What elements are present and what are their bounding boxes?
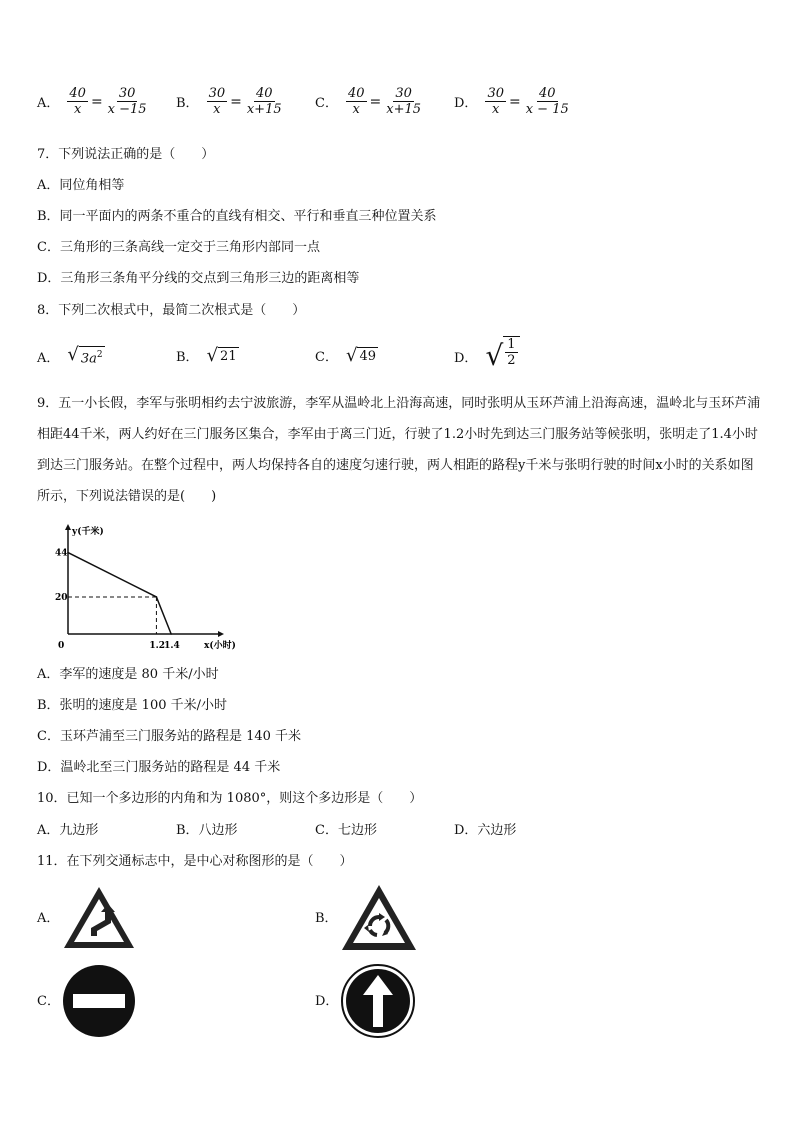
- equals-sign: =: [369, 93, 382, 110]
- x-tick-label: 1.4: [164, 641, 180, 651]
- distance-line: [68, 553, 171, 634]
- equals-sign: =: [90, 93, 103, 110]
- option-label: B．: [176, 350, 199, 365]
- data-point: [156, 596, 158, 598]
- sqrt-expression: √ $3a^2$: [67, 344, 103, 367]
- fraction-left: $\frac{40}{x}$: [69, 86, 86, 117]
- q7-option-c: C．三角形的三条高线一定交于三角形内部同一点: [37, 240, 320, 255]
- y-axis-arrow: [65, 524, 71, 530]
- q10-option-b: B．八边形: [176, 823, 238, 838]
- q8-option-a: [37, 346, 105, 367]
- y-tick-label: 20: [55, 592, 68, 603]
- option-label: C．: [315, 350, 338, 365]
- sqrt-expression: √ 21: [206, 344, 237, 366]
- double-bend-warning-sign-icon: [61, 884, 137, 952]
- distance-time-chart: [48, 522, 236, 651]
- option-label: D．: [454, 96, 478, 111]
- x-axis-arrow: [218, 631, 224, 637]
- fraction-left: $\frac{40}{x}$: [347, 86, 365, 117]
- q11-option-a-label: A．: [37, 911, 60, 926]
- q9-option-c: C．玉环芦浦至三门服务站的路程是 140 千米: [37, 729, 302, 744]
- q7-option-a: A．同位角相等: [37, 178, 125, 193]
- option-label: A．: [37, 351, 60, 367]
- q8-stem: 8．下列二次根式中，最简二次根式是（ ）: [37, 303, 306, 318]
- q8-option-c: [315, 346, 378, 365]
- roundabout-warning-sign-icon: [339, 882, 419, 954]
- q7-option-b: B．同一平面内的两条不重合的直线有相交、平行和垂直三种位置关系: [37, 209, 437, 224]
- q8-option-d: [454, 336, 520, 376]
- q7-stem: 7．下列说法正确的是（ ）: [37, 147, 215, 162]
- q9-option-d: D．温岭北至三门服务站的路程是 44 千米: [37, 760, 281, 775]
- x-tick-label: 1.2: [149, 641, 166, 651]
- q11-stem: 11．在下列交通标志中，是中心对称图形的是（ ）: [37, 854, 353, 869]
- sqrt-expression: √ 49: [345, 344, 376, 366]
- q10-option-a: A．九边形: [37, 823, 99, 838]
- q7-option-d: D．三角形三条角平分线的交点到三角形三边的距离相等: [37, 271, 360, 286]
- q10-option-d: D．六边形: [454, 823, 517, 838]
- q6-option-a: [37, 86, 149, 117]
- q11-option-c-label: C．: [37, 994, 60, 1009]
- q8-option-b: [176, 346, 239, 365]
- q6-option-c: [315, 86, 423, 117]
- data-point: [170, 633, 172, 635]
- fraction-left: $\frac{30}{x}$: [487, 86, 504, 117]
- option-label: D．: [454, 350, 478, 366]
- q11-option-d-label: D．: [315, 994, 339, 1009]
- equals-sign: =: [230, 93, 242, 110]
- q10-option-c: C．七边形: [315, 823, 377, 838]
- y-tick-label: 44: [55, 548, 68, 559]
- fraction-right: $\frac{30}{x -15}$: [107, 86, 147, 117]
- x-tick-label: 0: [58, 641, 65, 651]
- fraction-right: $\frac{30}{x+15}$: [386, 86, 422, 117]
- fraction-left: $\frac{30}{x}$: [208, 86, 226, 117]
- option-label: B．: [176, 96, 199, 111]
- q9-option-b: B．张明的速度是 100 千米/小时: [37, 698, 228, 713]
- y-axis-label: y(千米): [72, 527, 104, 537]
- option-label: C．: [315, 96, 338, 111]
- q6-option-d: [454, 86, 571, 117]
- q9-option-a: A．李军的速度是 80 千米/小时: [37, 667, 219, 682]
- straight-ahead-arrow-sign-icon: [339, 963, 417, 1039]
- equals-sign: =: [508, 93, 521, 110]
- q6-option-b: [176, 86, 284, 117]
- option-label: A．: [37, 96, 60, 111]
- no-entry-sign-icon: [61, 963, 137, 1039]
- fraction-right: $\frac{40}{x+15}$: [246, 86, 282, 117]
- fraction-right: $\frac{40}{x - 15}$: [525, 86, 569, 117]
- q11-option-b-label: B．: [315, 911, 338, 926]
- q10-stem: 10．已知一个多边形的内角和为 1080°，则这个多边形是（ ）: [37, 791, 423, 806]
- sqrt-fraction: √ $\frac{1}{2}$: [485, 336, 519, 376]
- x-axis-label: x(小时): [204, 641, 236, 651]
- q9-stem: 9．五一小长假，李军与张明相约去宁波旅游，李军从温岭北上沿海高速，同时张明从玉环芦浦上沿海高速，温岭北与玉环芦浦相距44千米，两人约好在三门服务区集合，李军由于离三门近，行驶了1.2小时先到达三门服务站等候张明，张明走了1.4小时到达三门服务站。在整个过程中，两人均保持各自的速度匀速行驶，两人相距的路程y千米与张明行驶的时间x小时的关系如图所示，下列说法错误的是( ): [37, 396, 761, 504]
